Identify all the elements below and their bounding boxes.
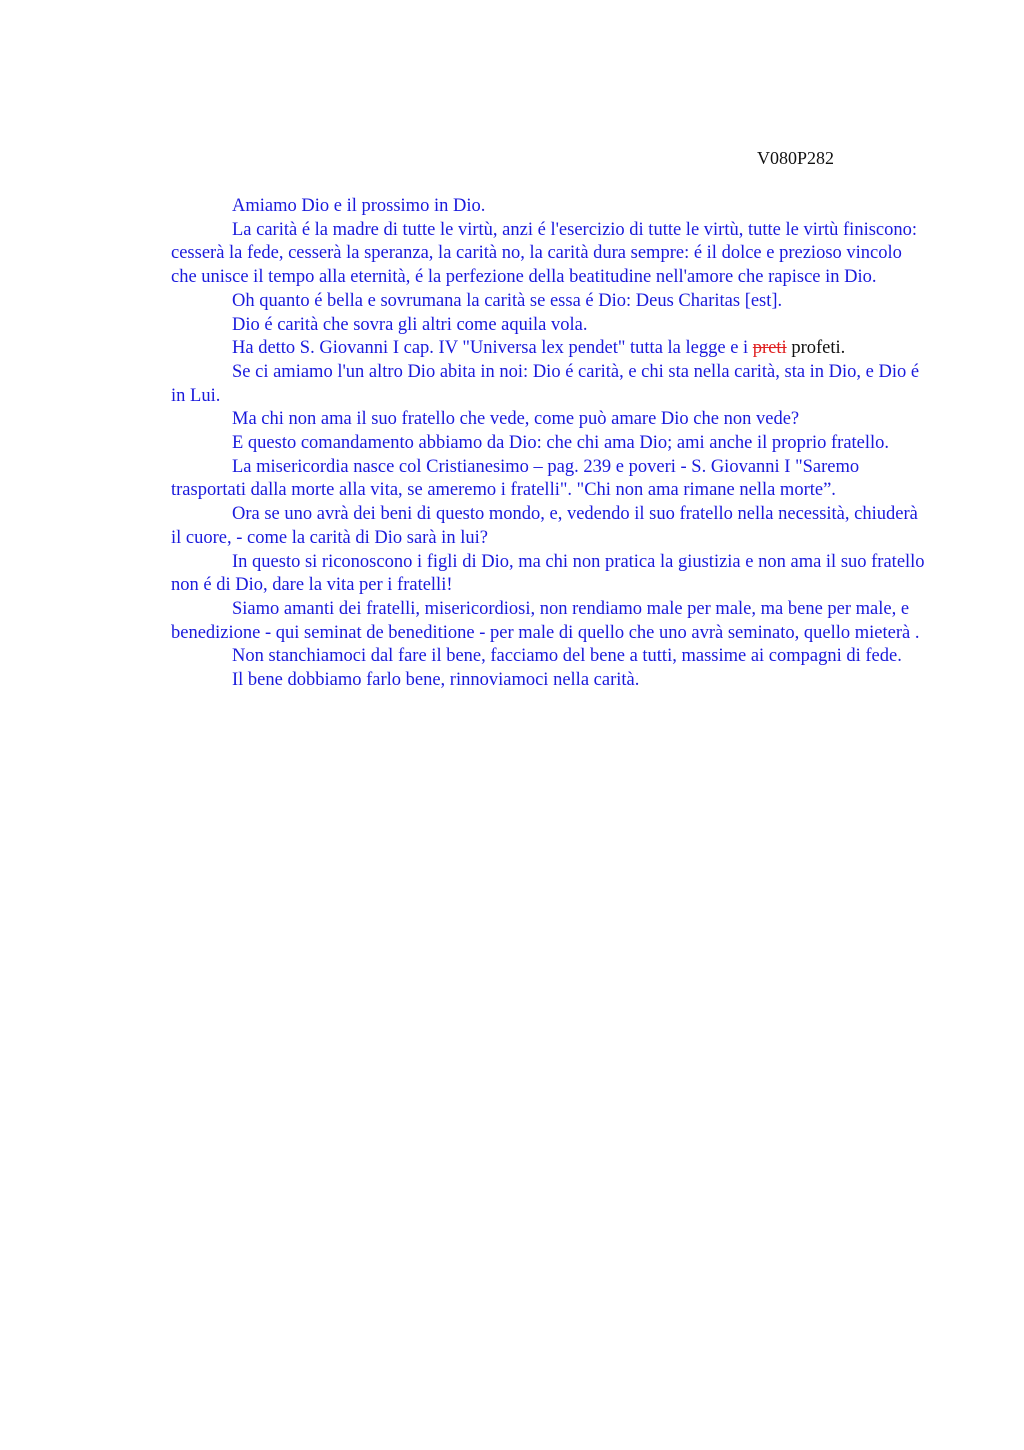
paragraph: La misericordia nasce col Cristianesimo – pag. 239 e poveri - S. Giovanni I "Saremo trasportati dalla morte alla vita, se ameremo i fratelli". "Chi non ama rimane nella morte”.	[171, 456, 860, 501]
paragraph: Ma chi non ama il suo fratello che vede, come può amare Dio che non vede?	[232, 409, 800, 430]
paragraph: Il bene dobbiamo farlo bene, rinnoviamoci nella carità.	[232, 670, 640, 691]
inserted-word: profeti.	[786, 338, 846, 359]
paragraph: Dio é carità che sovra gli altri come aquila vola.	[232, 314, 588, 335]
paragraph: Ora se uno avrà dei beni di questo mondo, e, vedendo il suo fratello nella necessità, chiuderà il cuore, - come la carità di Dio sarà in lui?	[171, 504, 918, 548]
document-body	[171, 195, 927, 693]
deleted-word: preti	[752, 338, 787, 359]
edited-paragraph	[171, 337, 927, 361]
paragraph: Siamo amanti dei fratelli, misericordiosi, non rendiamo male per male, ma bene per male, e benedizione - qui seminat de beneditione - per male di quello che uno avrà seminato, quello mieterà .	[171, 598, 920, 643]
paragraph: Se ci amiamo l'un altro Dio abita in noi: Dio é carità, e chi sta nella carità, sta in Dio, e Dio é in Lui.	[171, 361, 920, 406]
paragraph: Oh quanto é bella e sovrumana la carità se essa é Dio: Deus Charitas [est].	[232, 290, 783, 311]
paragraph: In questo si riconoscono i figli di Dio, ma chi non pratica la giustizia e non ama il suo fratello non é di Dio, dare la vita per i fratelli!	[171, 551, 925, 596]
edited-paragraph-text: Ha detto S. Giovanni I cap. IV "Universa lex pendet" tutta la legge e i	[232, 338, 753, 359]
paragraph: Non stanchiamoci dal fare il bene, facciamo del bene a tutti, massime ai compagni di fede.	[232, 646, 902, 667]
paragraph: La carità é la madre di tutte le virtù, anzi é l'esercizio di tutte le virtù, tutte le virtù finiscono: cesserà la fede, cesserà la speranza, la carità no, la carità dura sempre: é il dolce e prezioso vincolo che unisce il tempo alla eternità, é la perfezione della beatitudine nell'amore che rapisce in Dio.	[171, 219, 918, 288]
paragraph: E questo comandamento abbiamo da Dio: che chi ama Dio; ami anche il proprio fratello.	[232, 433, 890, 454]
page-id: V080P282	[757, 148, 835, 168]
paragraph: Amiamo Dio e il prossimo in Dio.	[232, 196, 486, 216]
